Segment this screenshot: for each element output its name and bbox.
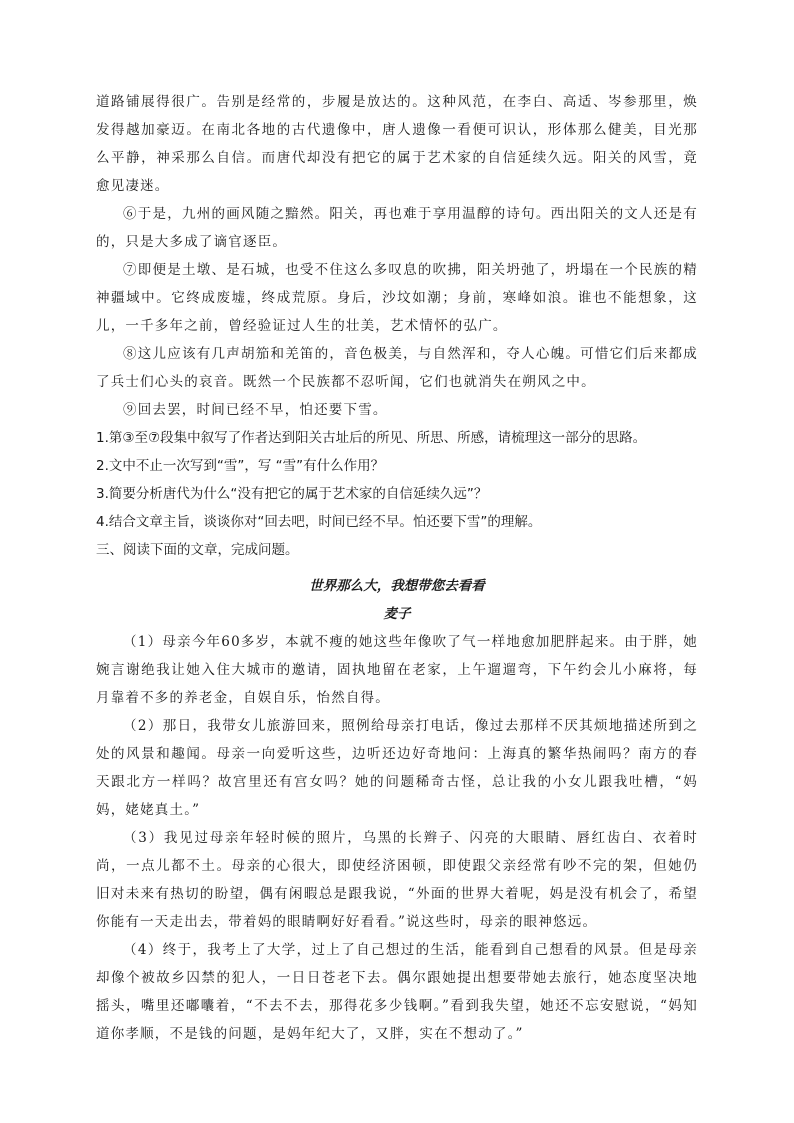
passage-paragraph-8: ⑧这儿应该有几声胡笳和羌笛的，音色极美，与自然浑和，夺人心魄。可惜它们后来都成了兵士们心头的哀音。既然一个民族都不忍听闻，它们也就消失在朔风之中。	[96, 346, 698, 390]
question-1: 1.第③至⑦段集中叙写了作者达到阳关古址后的所见、所思、所感，请梳理这一部分的思路。	[96, 430, 647, 446]
article-author: 麦子	[383, 606, 411, 622]
passage-paragraph-9: ⑨回去罢，时间已经不早，怕还要下雪。	[123, 402, 388, 418]
question-3: 3.简要分析唐代为什么“没有把它的属于艺术家的自信延续久远”？	[96, 486, 488, 502]
passage-paragraph-7: ⑦即便是土墩、是石城，也受不住这么多叹息的吹拂，阳关坍弛了，坍塌在一个民族的精神疆域中。它终成废墟，终成荒原。身后，沙坟如潮；身前，寒峰如浪。谁也不能想象，这儿，一千多年之前，曾经验证过人生的壮美，艺术情怀的弘广。	[96, 262, 698, 334]
question-4: 4.结合文章主旨，谈谈你对“回去吧，时间已经不早。怕还要下雪”的理解。	[96, 514, 542, 530]
article-paragraph-1: （1）母亲今年60多岁，本就不瘦的她这些年像吹了气一样地愈加肥胖起来。由于胖，她婉言谢绝我让她入住大城市的邀请，固执地留在老家，上午遛遛弯，下午约会儿小麻将，每月靠着不多的养老金，自娱自乐，怡然自得。	[96, 634, 698, 706]
passage-paragraph-continued: 道路铺展得很广。告别是经常的，步履是放达的。这种风范，在李白、高适、岑参那里，焕发得越加豪迈。在南北各地的古代遗像中，唐人遗像一看便可识认，形体那么健美，目光那么平静，神采那么自信。而唐代却没有把它的属于艺术家的自信延续久远。阳关的风雪，竟愈见凄迷。	[96, 94, 698, 194]
article-paragraph-4: （4）终于，我考上了大学，过上了自己想过的生活，能看到自己想看的风景。但是母亲却像个被故乡囚禁的犯人，一日日苍老下去。偶尔跟她提出想要带她去旅行，她态度坚决地摇头，嘴里还嘟囔着，“不去不去，那得花多少钱啊。”看到我失望，她还不忘安慰说，“妈知道你孝顺，不是钱的问题，是妈年纪大了，又胖，实在不想动了。”	[96, 942, 698, 1042]
section-heading: 三、阅读下面的文章，完成问题。	[96, 542, 299, 558]
article-paragraph-3: （3）我见过母亲年轻时候的照片，乌黑的长辫子、闪亮的大眼睛、唇红齿白、衣着时尚，一点儿都不土。母亲的心很大，即使经济困顿，即使跟父亲经常有吵不完的架，但她仍旧对未来有热切的盼望，偶有闲暇总是跟我说，“外面的世界大着呢，妈是没有机会了，希望你能有一天走出去，带着妈的眼睛啊好好看看。”说这些时，母亲的眼神悠远。	[96, 830, 698, 930]
passage-paragraph-6: ⑥于是，九州的画风随之黯然。阳关，再也难于享用温醇的诗句。西出阳关的文人还是有的，只是大多成了谪官逐臣。	[96, 206, 698, 250]
article-title: 世界那么大，我想带您去看看	[309, 578, 485, 594]
question-2: 2.文中不止一次写到“雪”，写 “雪”有什么作用？	[96, 458, 385, 474]
article-paragraph-2: （2）那日，我带女儿旅游回来，照例给母亲打电话，像过去那样不厌其烦地描述所到之处的风景和趣闻。母亲一向爱听这些，边听还边好奇地问：上海真的繁华热闹吗？南方的春天跟北方一样吗？故宫里还有宫女吗？她的问题稀奇古怪，总让我的小女儿跟我吐槽，“妈妈，姥姥真土。”	[96, 718, 698, 818]
